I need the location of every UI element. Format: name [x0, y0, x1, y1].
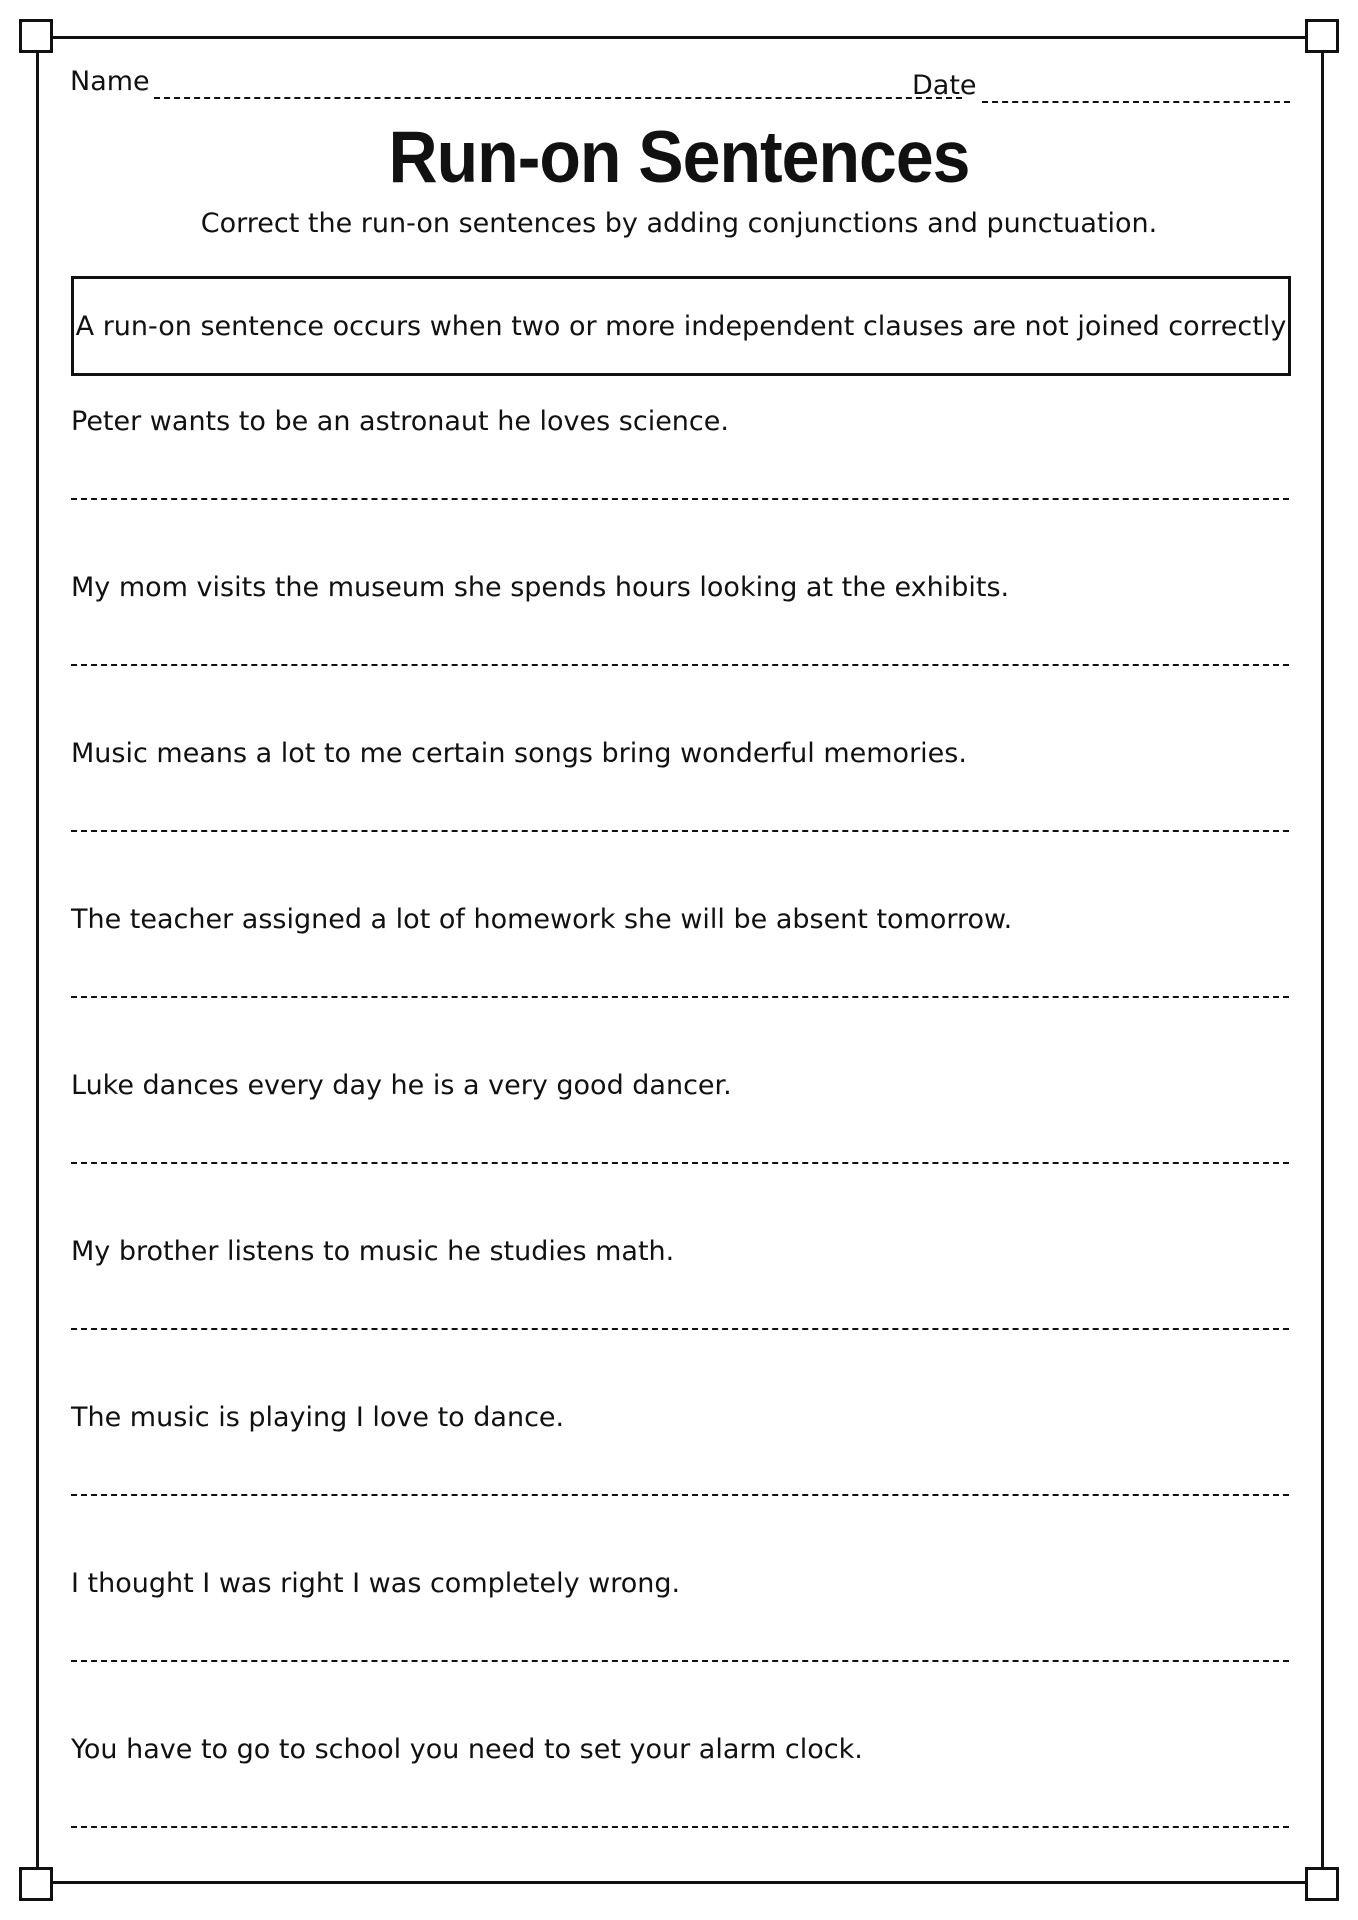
exercise-item — [71, 572, 1291, 692]
corner-square-top-right — [1305, 19, 1339, 53]
exercise-sentence: You have to go to school you need to set your alarm clock. — [71, 1734, 863, 1765]
date-blank-line[interactable] — [982, 101, 1290, 103]
exercise-item — [71, 904, 1291, 1024]
exercise-sentence: My mom visits the museum she spends hours looking at the exhibits. — [71, 572, 1010, 603]
answer-line[interactable] — [71, 1826, 1289, 1828]
exercise-sentence: Peter wants to be an astronaut he loves science. — [71, 406, 729, 437]
name-date-row — [70, 66, 1290, 106]
exercise-sentence: I thought I was right I was completely wrong. — [71, 1568, 681, 1599]
definition-box — [71, 276, 1291, 376]
answer-line[interactable] — [71, 1660, 1289, 1662]
exercise-sentence: Music means a lot to me certain songs bring wonderful memories. — [71, 738, 967, 769]
answer-line[interactable] — [71, 664, 1289, 666]
worksheet-title: Run-on Sentences — [388, 115, 970, 199]
exercise-item — [71, 1070, 1291, 1190]
corner-square-bottom-left — [19, 1867, 53, 1901]
exercise-item — [71, 738, 1291, 858]
exercise-item — [71, 406, 1291, 526]
name-blank-line[interactable] — [154, 97, 962, 99]
corner-square-top-left — [19, 19, 53, 53]
answer-line[interactable] — [71, 1494, 1289, 1496]
exercise-sentence: Luke dances every day he is a very good dancer. — [71, 1070, 732, 1101]
name-label: Name — [70, 66, 150, 97]
answer-line[interactable] — [71, 1162, 1289, 1164]
answer-line[interactable] — [71, 830, 1289, 832]
answer-line[interactable] — [71, 1328, 1289, 1330]
definition-text: A run-on sentence occurs when two or more independent clauses are not joined correctly — [75, 310, 1287, 342]
exercise-item — [71, 1236, 1291, 1356]
exercise-item — [71, 1402, 1291, 1522]
worksheet-instructions: Correct the run-on sentences by adding conjunctions and punctuation. — [200, 208, 1158, 239]
exercise-sentence: My brother listens to music he studies math. — [71, 1236, 675, 1267]
exercise-sentence: The music is playing I love to dance. — [71, 1402, 565, 1433]
answer-line[interactable] — [71, 498, 1289, 500]
date-label: Date — [912, 70, 977, 101]
exercise-item — [71, 1568, 1291, 1688]
answer-line[interactable] — [71, 996, 1289, 998]
exercise-sentence: The teacher assigned a lot of homework she will be absent tomorrow. — [71, 904, 1013, 935]
corner-square-bottom-right — [1305, 1867, 1339, 1901]
exercise-item — [71, 1734, 1291, 1854]
